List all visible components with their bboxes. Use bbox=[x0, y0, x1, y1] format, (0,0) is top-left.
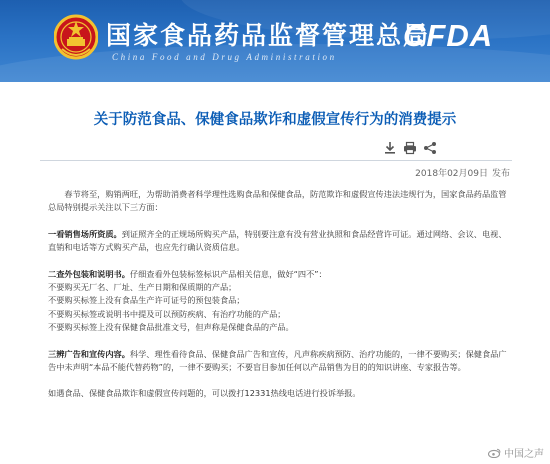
section-2-heading: 二查外包装和说明书。 bbox=[48, 268, 130, 279]
list-item: 不要购买标签或说明书中提及可以预防疾病、有治疗功能的产品； bbox=[48, 308, 286, 319]
intro-text: 春节将至，购销两旺，为帮助消费者科学理性选购食品和保健食品，防范欺诈和虚假宣传违法违规行为，国家食品药品监管总局特别提示关注以下三方面： bbox=[48, 189, 507, 213]
section-2-body: 仔细查看外包装标签标识产品相关信息，做好“四不”： bbox=[129, 268, 327, 279]
section-1-heading: 一看销售场所资质。 bbox=[48, 228, 122, 239]
publish-meta bbox=[411, 166, 510, 179]
article-title: 关于防范食品、保健食品欺诈和虚假宣传行为的消费提示 bbox=[93, 112, 457, 128]
article-body bbox=[48, 188, 510, 414]
watermark bbox=[488, 445, 544, 460]
national-emblem-icon bbox=[54, 13, 98, 63]
section-3-heading: 三辨广告和宣传内容。 bbox=[48, 348, 130, 359]
closing-paragraph: 如遇食品、保健食品欺诈和虚假宣传问题的，可以拨打12331热线电话进行投诉举报。 bbox=[48, 388, 361, 399]
title-divider bbox=[40, 160, 512, 161]
publish-label: 发布 bbox=[491, 169, 510, 179]
list-item: 不要购买无厂名、厂址、生产日期和保质期的产品； bbox=[48, 282, 237, 293]
publish-date: 2018年02月09日 bbox=[415, 169, 488, 179]
weibo-icon bbox=[488, 448, 501, 458]
watermark-text: 中国之声 bbox=[504, 449, 544, 460]
cfda-logo[interactable]: CFDA bbox=[403, 18, 494, 53]
list-item: 不要购买标签上没有食品生产许可证号的预包装食品； bbox=[48, 295, 245, 306]
download-icon[interactable] bbox=[383, 140, 397, 154]
section-3-body: 科学、理性看待食品、保健食品广告和宣传，凡声称疾病预防、治疗功能的，一律不要购买；保健食品广告中未声明“本品不能代替药物”的，一律不要购买；不要盲目参加任何以产品销售为目的的知识讲座、专家报告等。 bbox=[48, 348, 507, 373]
print-icon[interactable] bbox=[403, 140, 417, 154]
section-2 bbox=[48, 268, 510, 281]
section-1 bbox=[48, 228, 510, 255]
list-item: 不要购买标签上没有保健食品批准文号，但声称是保健食品的产品。 bbox=[48, 322, 294, 333]
site-header bbox=[0, 0, 550, 82]
org-name-en: China Food and Drug Administration bbox=[112, 52, 337, 62]
intro-paragraph bbox=[48, 188, 510, 215]
section-3 bbox=[48, 348, 510, 375]
org-name-cn: 国家食品药品监督管理总局 bbox=[106, 21, 431, 50]
section-1-body: 到证照齐全的正规场所购买产品，特别要注意有没有营业执照和食品经营许可证。通过网络、会议、电视、直销和电话等方式购买产品，也应先行确认资质信息。 bbox=[48, 228, 507, 253]
share-icon[interactable] bbox=[423, 140, 437, 154]
